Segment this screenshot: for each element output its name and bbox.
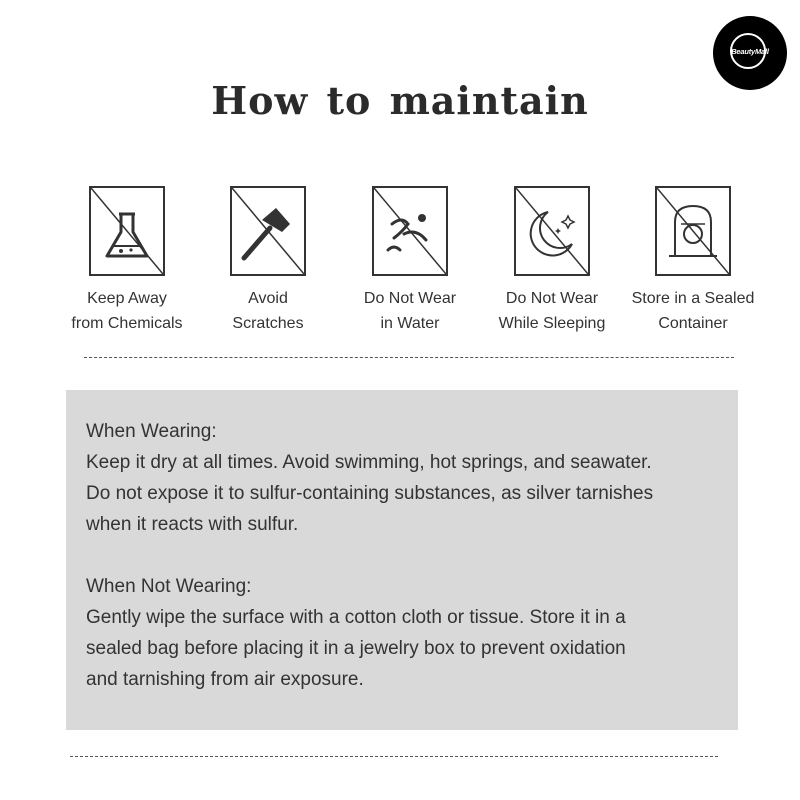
care-label-line1: Do Not Wear (505, 290, 599, 307)
care-icons-row (0, 186, 800, 346)
text-line: Keep it dry at all times. Avoid swimming, hot springs, and seawater. (86, 452, 652, 473)
care-label-line2: Container (658, 315, 728, 332)
dashed-divider (70, 756, 718, 757)
hammer-icon (230, 186, 306, 276)
moon-stars-icon (514, 186, 590, 276)
logo-brand-name: BeautyMall (731, 47, 769, 56)
section-heading: When Not Wearing: (86, 576, 252, 597)
sealed-container-icon (655, 186, 731, 276)
care-label-line1: Avoid (248, 290, 288, 307)
care-label-line2: While Sleeping (498, 315, 606, 332)
care-label-line2: Scratches (232, 315, 304, 332)
care-label-line1: Keep Away (87, 290, 167, 307)
care-label-line2: from Chemicals (71, 315, 183, 332)
text-line: and tarnishing from air exposure. (86, 669, 364, 690)
swimmer-icon (372, 186, 448, 276)
when-not-wearing-section (86, 571, 726, 695)
text-line: Do not expose it to sulfur-containing substances, as silver tarnishes (86, 483, 654, 504)
care-label-line1: Do Not Wear (363, 290, 457, 307)
care-item-water (340, 186, 480, 336)
care-item-sealed-container (623, 186, 763, 336)
dashed-divider (84, 357, 734, 358)
page-title: How to maintain (211, 78, 589, 123)
when-wearing-section (86, 416, 726, 540)
care-label-line2: in Water (380, 315, 440, 332)
care-item-sleeping (482, 186, 622, 336)
care-label-line1: Store in a Sealed (631, 290, 755, 307)
care-item-chemicals (57, 186, 197, 336)
chemical-flask-icon (89, 186, 165, 276)
text-line: Gently wipe the surface with a cotton cloth or tissue. Store it in a (86, 607, 626, 628)
care-item-scratches (198, 186, 338, 336)
text-line: sealed bag before placing it in a jewelry box to prevent oxidation (86, 638, 626, 659)
section-heading: When Wearing: (86, 421, 217, 442)
text-line: when it reacts with sulfur. (86, 514, 299, 535)
care-instructions-panel (66, 390, 738, 730)
